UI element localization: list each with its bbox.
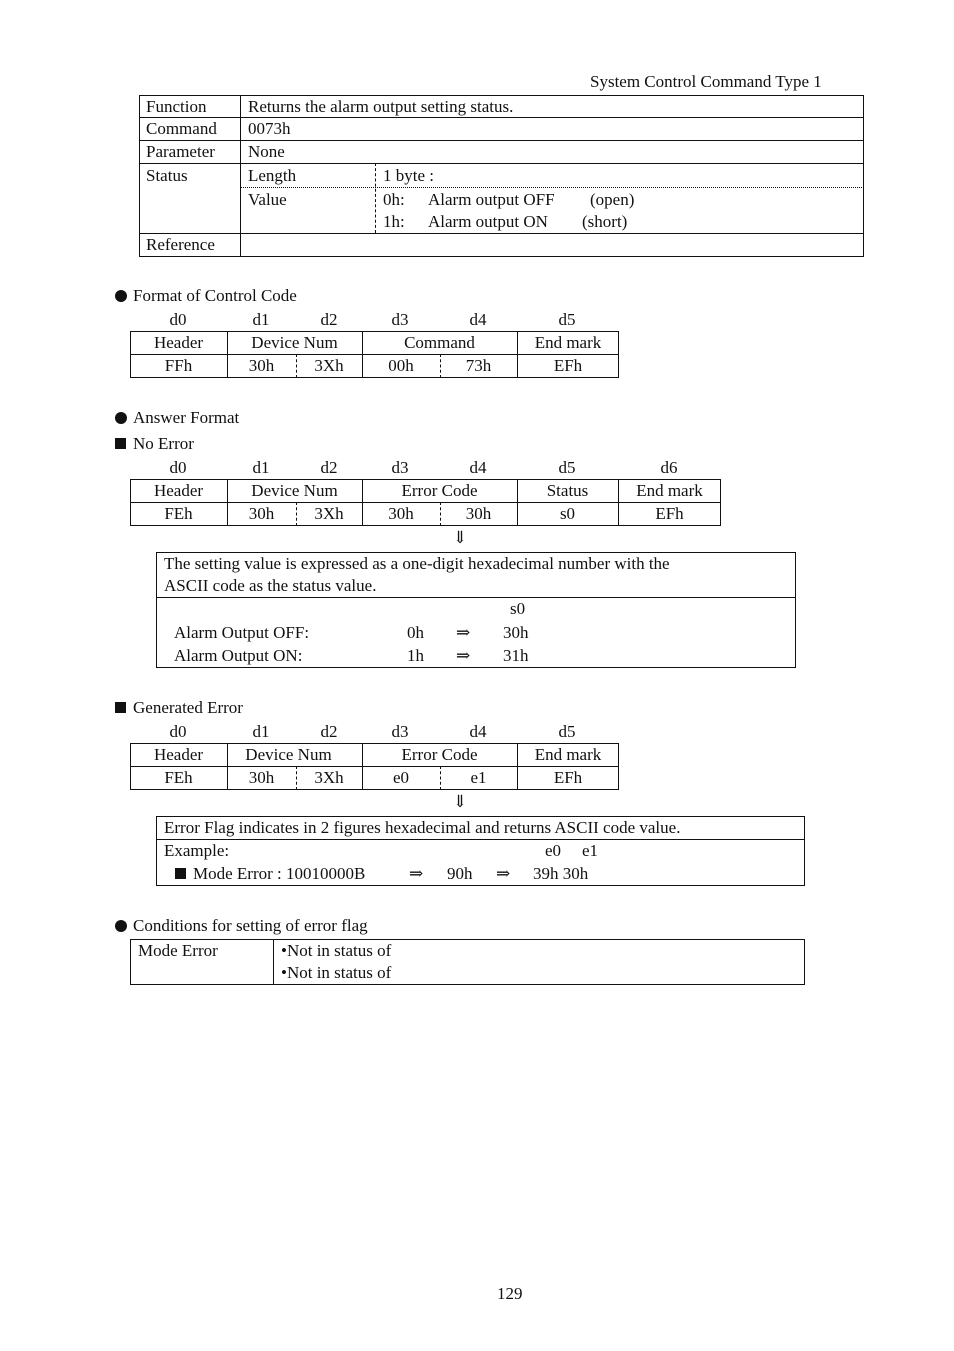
value-cell: 30h: [248, 504, 275, 523]
value-line2-note: (short): [582, 212, 628, 231]
conditions-label: Mode Error: [138, 941, 218, 960]
answer-format-title-text: Answer Format: [133, 408, 240, 427]
square-bullet-icon: [115, 438, 126, 449]
value-cell: 3Xh: [314, 768, 344, 787]
value-cell: FEh: [164, 504, 193, 523]
col-label: d5: [558, 458, 576, 477]
value-cell: s0: [559, 504, 576, 523]
conditions-line2: •Not in status of: [281, 963, 392, 982]
col-label: d1: [252, 458, 270, 477]
ascii-value: 39h 30h: [533, 864, 589, 883]
value-cell: 73h: [465, 356, 492, 375]
col-label: d5: [558, 722, 576, 741]
spec-table-rule: [139, 117, 864, 118]
status-row-label: Alarm Output ON:: [174, 646, 303, 665]
value-cell: 3Xh: [314, 504, 344, 523]
control-code-title-text: Format of Control Code: [133, 286, 297, 305]
example-text: Mode Error : 10010000B: [193, 864, 366, 883]
status-row-label: Alarm Output OFF:: [174, 623, 310, 642]
col-label: d0: [169, 310, 187, 329]
note-rule: [156, 597, 796, 598]
answer-note-line1: The setting value is expressed as a one-digit hexadecimal number with the: [164, 554, 670, 573]
conditions-title-text: Conditions for setting of error flag: [133, 916, 368, 935]
col-label: d1: [252, 310, 270, 329]
generated-error-title-text: Generated Error: [133, 698, 243, 717]
value-cell: FEh: [164, 768, 193, 787]
no-error-title-text: No Error: [133, 434, 194, 453]
col-label: d3: [391, 458, 409, 477]
command-label: Command: [146, 119, 217, 138]
down-arrow-icon: ⇓: [452, 528, 468, 547]
e0-label: e0: [545, 841, 562, 860]
header-cell: Command: [404, 333, 475, 352]
col-label: d1: [252, 722, 270, 741]
value-line2-text: Alarm output ON: [428, 212, 548, 231]
example-row: [175, 864, 365, 884]
command-value: 0073h: [248, 119, 291, 138]
value-label: Value: [248, 190, 287, 209]
conditions-border: [130, 939, 805, 985]
col-label: d4: [469, 458, 487, 477]
status-row-hex: 1h: [407, 646, 424, 665]
col-label: d4: [469, 722, 487, 741]
status-row-hex: 0h: [407, 623, 424, 642]
down-arrow-icon: ⇓: [452, 792, 468, 811]
parameter-label: Parameter: [146, 142, 215, 161]
value-cell: e1: [470, 768, 487, 787]
header-cell: Header: [153, 333, 204, 352]
col-label: d6: [660, 458, 678, 477]
right-arrow-icon: ⇒: [409, 864, 424, 883]
e1-label: e1: [582, 841, 599, 860]
spec-table-rule: [139, 233, 864, 234]
value-line1-code: 0h:: [383, 190, 405, 209]
header-cell: Header: [153, 745, 204, 764]
right-arrow-icon: ⇒: [496, 864, 511, 883]
value-line1-note: (open): [590, 190, 635, 209]
square-bullet-icon: [175, 868, 186, 879]
header-cell: Error Code: [401, 745, 478, 764]
value-cell: EFh: [553, 356, 583, 375]
header-cell: Status: [546, 481, 589, 500]
error-note-line1: Error Flag indicates in 2 figures hexadecimal and returns ASCII code value.: [164, 818, 681, 837]
spec-table-rule: [139, 140, 864, 141]
header-cell: End mark: [534, 333, 602, 352]
right-arrow-icon: ⇒: [456, 646, 471, 665]
value-cell: 3Xh: [314, 356, 344, 375]
col-label: d4: [469, 310, 487, 329]
col-label: d2: [320, 458, 338, 477]
header-cell: End mark: [534, 745, 602, 764]
example-label: Example:: [164, 841, 230, 860]
header-cell: Device Num: [245, 745, 332, 764]
spec-table-rule: [139, 163, 864, 164]
value-cell: EFh: [553, 768, 583, 787]
value-cell: 30h: [388, 504, 414, 523]
conditions-title: [115, 916, 368, 936]
status-row-ascii: 30h: [503, 623, 529, 642]
value-cell: 00h: [388, 356, 414, 375]
header-cell: Device Num: [251, 481, 338, 500]
right-arrow-icon: ⇒: [456, 623, 471, 642]
control-code-title: [115, 286, 297, 306]
generated-error-title: [115, 698, 243, 718]
col-label: d5: [558, 310, 576, 329]
col-label: d2: [320, 310, 338, 329]
answer-note-line2: ASCII code as the status value.: [164, 576, 377, 595]
value-cell: 30h: [248, 356, 275, 375]
reference-label: Reference: [146, 235, 215, 254]
value-cell: FFh: [164, 356, 193, 375]
length-value: 1 byte :: [383, 166, 434, 185]
col-label: d0: [169, 458, 187, 477]
value-cell: 30h: [465, 504, 492, 523]
function-label: Function: [146, 97, 207, 116]
header-cell: Header: [153, 481, 204, 500]
bullet-icon: [115, 920, 127, 932]
page-header: System Control Command Type 1: [590, 72, 822, 91]
length-label: Length: [248, 166, 297, 185]
header-cell: End mark: [636, 481, 703, 500]
spec-table-dashed-divider: [375, 163, 376, 233]
table-divider: [273, 939, 274, 985]
page-number: 129: [497, 1284, 523, 1303]
value-line1-text: Alarm output OFF: [428, 190, 555, 209]
answer-format-title: [115, 408, 239, 428]
col-label: d0: [169, 722, 187, 741]
value-cell: EFh: [655, 504, 684, 523]
bullet-icon: [115, 290, 127, 302]
header-cell: Device Num: [251, 333, 338, 352]
col-label: d3: [391, 310, 409, 329]
conditions-line1: •Not in status of: [281, 941, 392, 960]
status-row-ascii: 31h: [503, 646, 529, 665]
value-cell: e0: [392, 768, 410, 787]
col-label: d3: [391, 722, 409, 741]
col-label: d2: [320, 722, 338, 741]
header-cell: Error Code: [401, 481, 478, 500]
parameter-value: None: [248, 142, 285, 161]
hex-value: 90h: [447, 864, 473, 883]
status-label: Status: [146, 166, 188, 185]
square-bullet-icon: [115, 702, 126, 713]
s0-label: s0: [510, 599, 526, 618]
no-error-title: [115, 434, 194, 454]
function-value: Returns the alarm output setting status.: [248, 97, 514, 116]
bullet-icon: [115, 412, 127, 424]
value-cell: 30h: [248, 768, 275, 787]
spec-table-dotted-rule: [240, 187, 864, 188]
value-line2-code: 1h:: [383, 212, 405, 231]
note-rule: [156, 839, 805, 840]
